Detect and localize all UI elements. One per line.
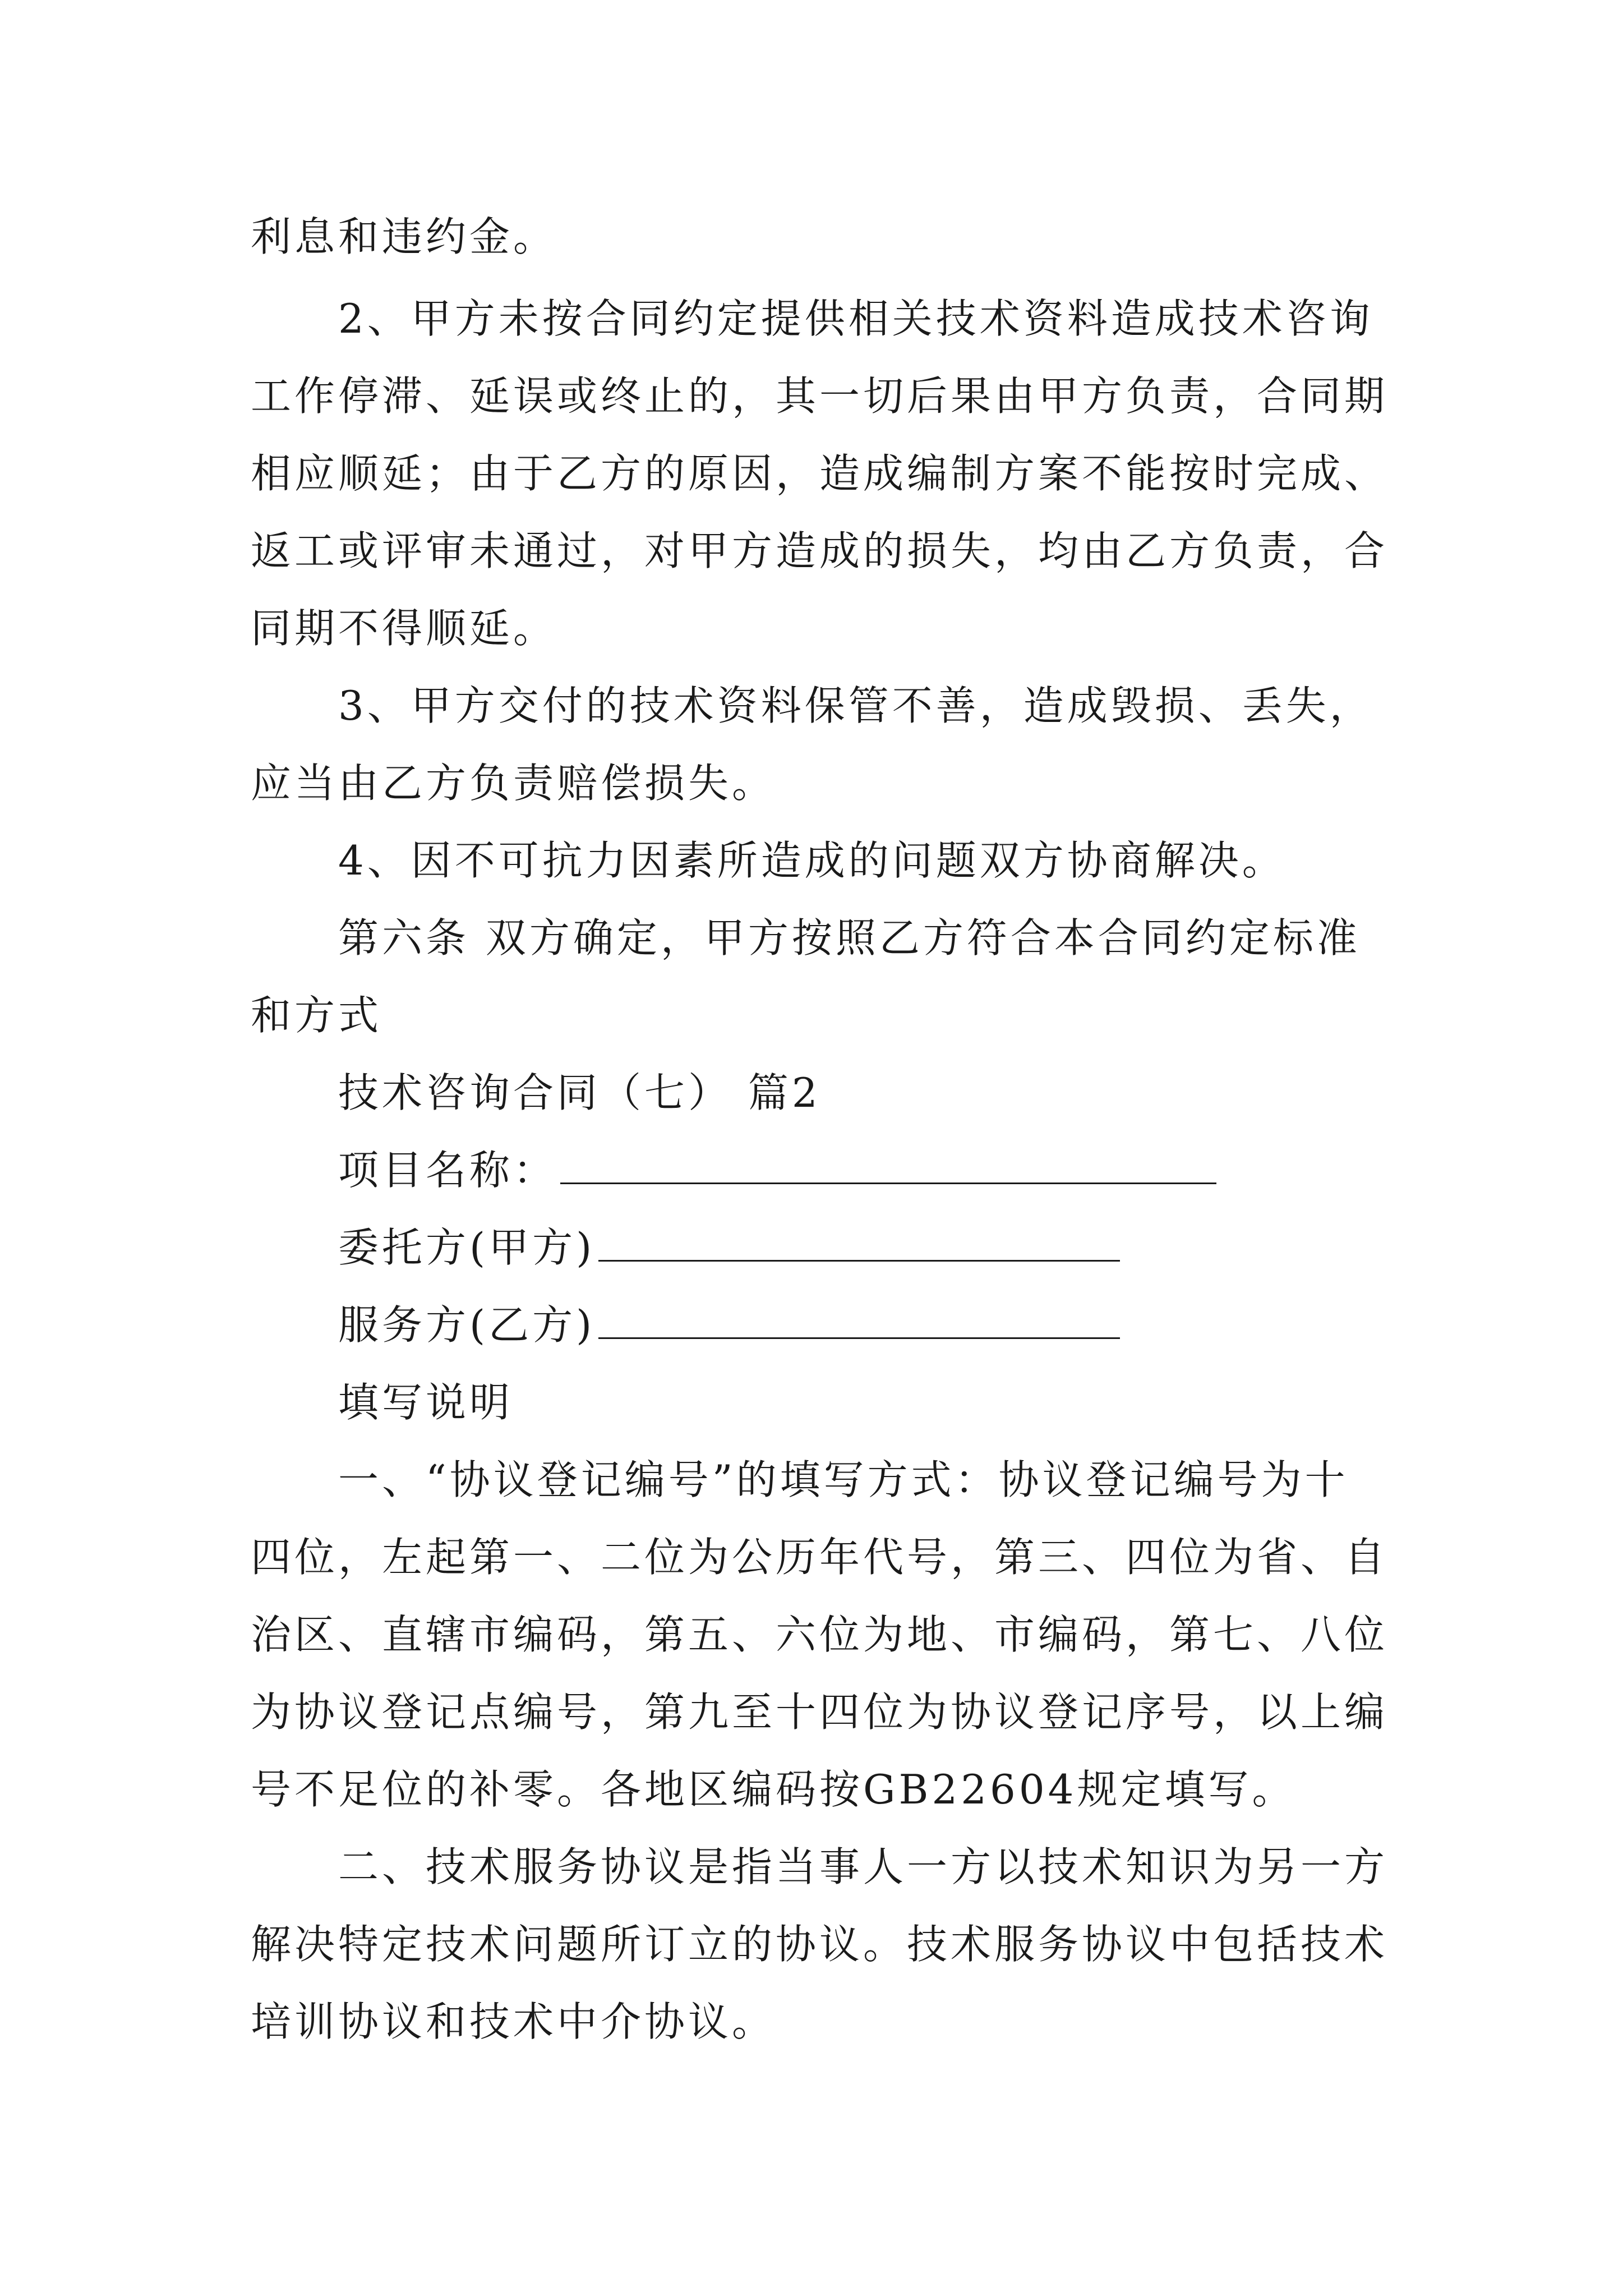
- form-field-label: 委托方(甲方): [338, 1224, 596, 1271]
- text-line: 相应顺延；由于乙方的原因，造成编制方案不能按时完成、: [251, 450, 1389, 497]
- text-line: 二、技术服务协议是指当事人一方以技术知识为另一方: [338, 1843, 1389, 1890]
- form-field-label: 项目名称：: [338, 1147, 557, 1194]
- text-line: 号不足位的补零。各地区编码按GB22604规定填写。: [251, 1766, 1296, 1813]
- text-line: 返工或评审未通过，对甲方造成的损失，均由乙方负责，合: [251, 527, 1389, 574]
- form-field-client: [338, 1220, 1120, 1276]
- section-title: 技术咨询合同（七） 篇2: [338, 1069, 821, 1116]
- text-line: 利息和违约金。: [251, 213, 557, 260]
- text-line: 四位，左起第一、二位为公历年代号，第三、四位为省、自: [251, 1534, 1389, 1581]
- text-line: 治区、直辖市编码，第五、六位为地、市编码，第七、八位: [251, 1611, 1389, 1658]
- text-line: 工作停滞、延误或终止的，其一切后果由甲方负责，合同期: [251, 372, 1389, 420]
- text-line: 3、甲方交付的技术资料保管不善，造成毁损、丢失，: [338, 682, 1373, 729]
- text-line: 2、甲方未按合同约定提供相关技术资料造成技术咨询: [338, 295, 1373, 342]
- instructions-heading: 填写说明: [338, 1379, 514, 1426]
- text-line: 第六条 双方确定，甲方按照乙方符合本合同约定标准: [338, 914, 1361, 961]
- form-field-label: 服务方(乙方): [338, 1301, 596, 1349]
- text-line: 同期不得顺延。: [251, 605, 557, 652]
- fill-in-blank: [560, 1148, 1216, 1184]
- text-line: 培训协议和技术中介协议。: [251, 1998, 776, 2045]
- form-field-provider: [338, 1297, 1120, 1353]
- text-line: 为协议登记点编号，第九至十四位为协议登记序号，以上编: [251, 1688, 1389, 1736]
- text-line: 一、“协议登记编号”的填写方式：协议登记编号为十: [338, 1456, 1349, 1503]
- text-line: 应当由乙方负责赔偿损失。: [251, 760, 776, 807]
- text-line: 和方式: [251, 992, 382, 1039]
- text-line: 解决特定技术问题所订立的协议。技术服务协议中包括技术: [251, 1921, 1389, 1968]
- fill-in-blank: [598, 1303, 1120, 1339]
- form-field-project-name: [338, 1142, 1216, 1198]
- text-line: 4、因不可抗力因素所造成的问题双方协商解决。: [338, 837, 1286, 884]
- fill-in-blank: [598, 1225, 1120, 1262]
